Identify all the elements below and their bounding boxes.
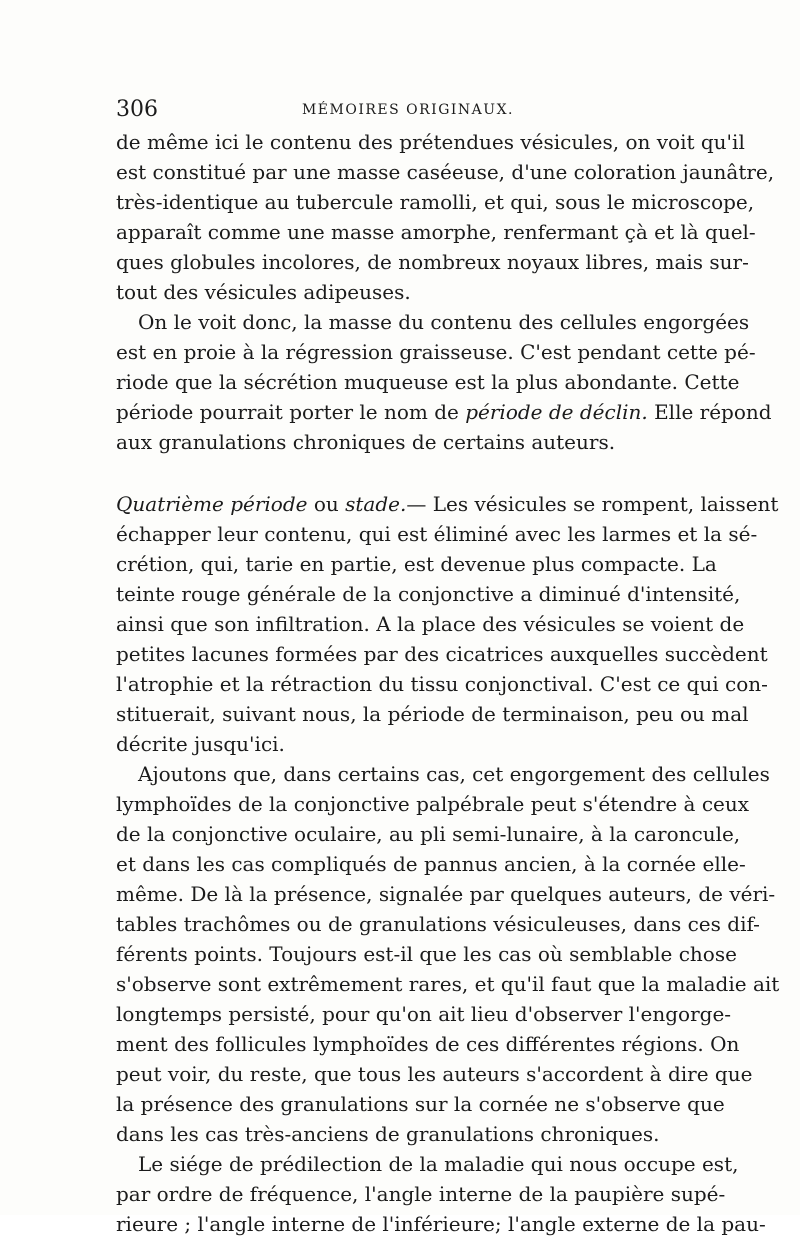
text-line: très-identique au tubercule ramolli, et qui, sous le microscope,	[116, 190, 755, 214]
text-line: apparaît comme une masse amorphe, renfermant çà et là quel-	[116, 220, 756, 244]
text-line: échapper leur contenu, qui est éliminé avec les larmes et la sé-	[116, 522, 758, 546]
text-run: — Les vésicules se rompent, laissent	[406, 492, 779, 516]
italic-heading: Quatrième période	[116, 492, 308, 516]
text-line: décrite jusqu'ici.	[116, 732, 285, 756]
text-run: Elle répond	[647, 400, 772, 424]
text-line-mixed	[116, 489, 779, 519]
running-title: MÉMOIRES ORIGINAUX.	[301, 102, 515, 118]
text-line: ainsi que son infiltration. A la place des vésicules se voient de	[116, 612, 745, 636]
text-line: dans les cas très-anciens de granulations chroniques.	[116, 1122, 660, 1146]
text-line: de même ici le contenu des prétendues vésicules, on voit qu'il	[116, 130, 745, 154]
text-line: longtemps persisté, pour qu'on ait lieu d'observer l'engorge-	[116, 1002, 732, 1026]
text-line: Ajoutons que, dans certains cas, cet engorgement des cellules	[138, 762, 770, 786]
text-line: par ordre de fréquence, l'angle interne de la paupière supé-	[116, 1182, 726, 1206]
text-line: ques globules incolores, de nombreux noyaux libres, mais sur-	[116, 250, 749, 274]
text-line: est en proie à la régression graisseuse. C'est pendant cette pé-	[116, 340, 756, 364]
text-line: ment des follicules lymphoïdes de ces différentes régions. On	[116, 1032, 740, 1056]
text-line: aux granulations chroniques de certains auteurs.	[116, 430, 616, 454]
body-text	[116, 127, 780, 1239]
text-line: riode que la sécrétion muqueuse est la plus abondante. Cette	[116, 370, 740, 394]
text-run: ou	[307, 492, 346, 516]
text-line: est constitué par une masse caséeuse, d'une coloration jaunâtre,	[116, 160, 775, 184]
text-line: Le siége de prédilection de la maladie qui nous occupe est,	[138, 1152, 739, 1176]
text-line: l'atrophie et la rétraction du tissu conjonctival. C'est ce qui con-	[116, 672, 768, 696]
text-line: tables trachômes ou de granulations vésiculeuses, dans ces dif-	[116, 912, 760, 936]
text-run: période pourrait porter le nom de	[116, 400, 466, 424]
text-line: même. De là la présence, signalée par quelques auteurs, de véri-	[116, 882, 776, 906]
text-line: stituerait, suivant nous, la période de terminaison, peu ou mal	[116, 702, 749, 726]
text-line: petites lacunes formées par des cicatrices auxquelles succèdent	[116, 642, 768, 666]
text-line: et dans les cas compliqués de pannus ancien, à la cornée elle-	[116, 852, 746, 876]
text-line: de la conjonctive oculaire, au pli semi-lunaire, à la caroncule,	[116, 822, 741, 846]
italic-heading: stade.	[345, 492, 407, 516]
text-line: la présence des granulations sur la cornée ne s'observe que	[116, 1092, 725, 1116]
text-line: férents points. Toujours est-il que les cas où semblable chose	[116, 942, 737, 966]
page-number: 306	[116, 97, 158, 122]
text-line: On le voit donc, la masse du contenu des cellules engorgées	[138, 310, 750, 334]
text-line: tout des vésicules adipeuses.	[116, 280, 411, 304]
text-line: rieure ; l'angle interne de l'inférieure; l'angle externe de la pau-	[116, 1212, 766, 1236]
page-header	[116, 96, 700, 126]
text-line-mixed	[116, 397, 772, 427]
italic-term: période de déclin.	[465, 400, 648, 424]
text-line: teinte rouge générale de la conjonctive a diminué d'intensité,	[116, 582, 741, 606]
section-gap	[116, 457, 700, 489]
text-line: peut voir, du reste, que tous les auteurs s'accordent à dire que	[116, 1062, 753, 1086]
text-line: lymphoïdes de la conjonctive palpébrale peut s'étendre à ceux	[116, 792, 750, 816]
text-line: s'observe sont extrêmement rares, et qu'il faut que la maladie ait	[116, 972, 780, 996]
text-line: crétion, qui, tarie en partie, est devenue plus compacte. La	[116, 552, 717, 576]
